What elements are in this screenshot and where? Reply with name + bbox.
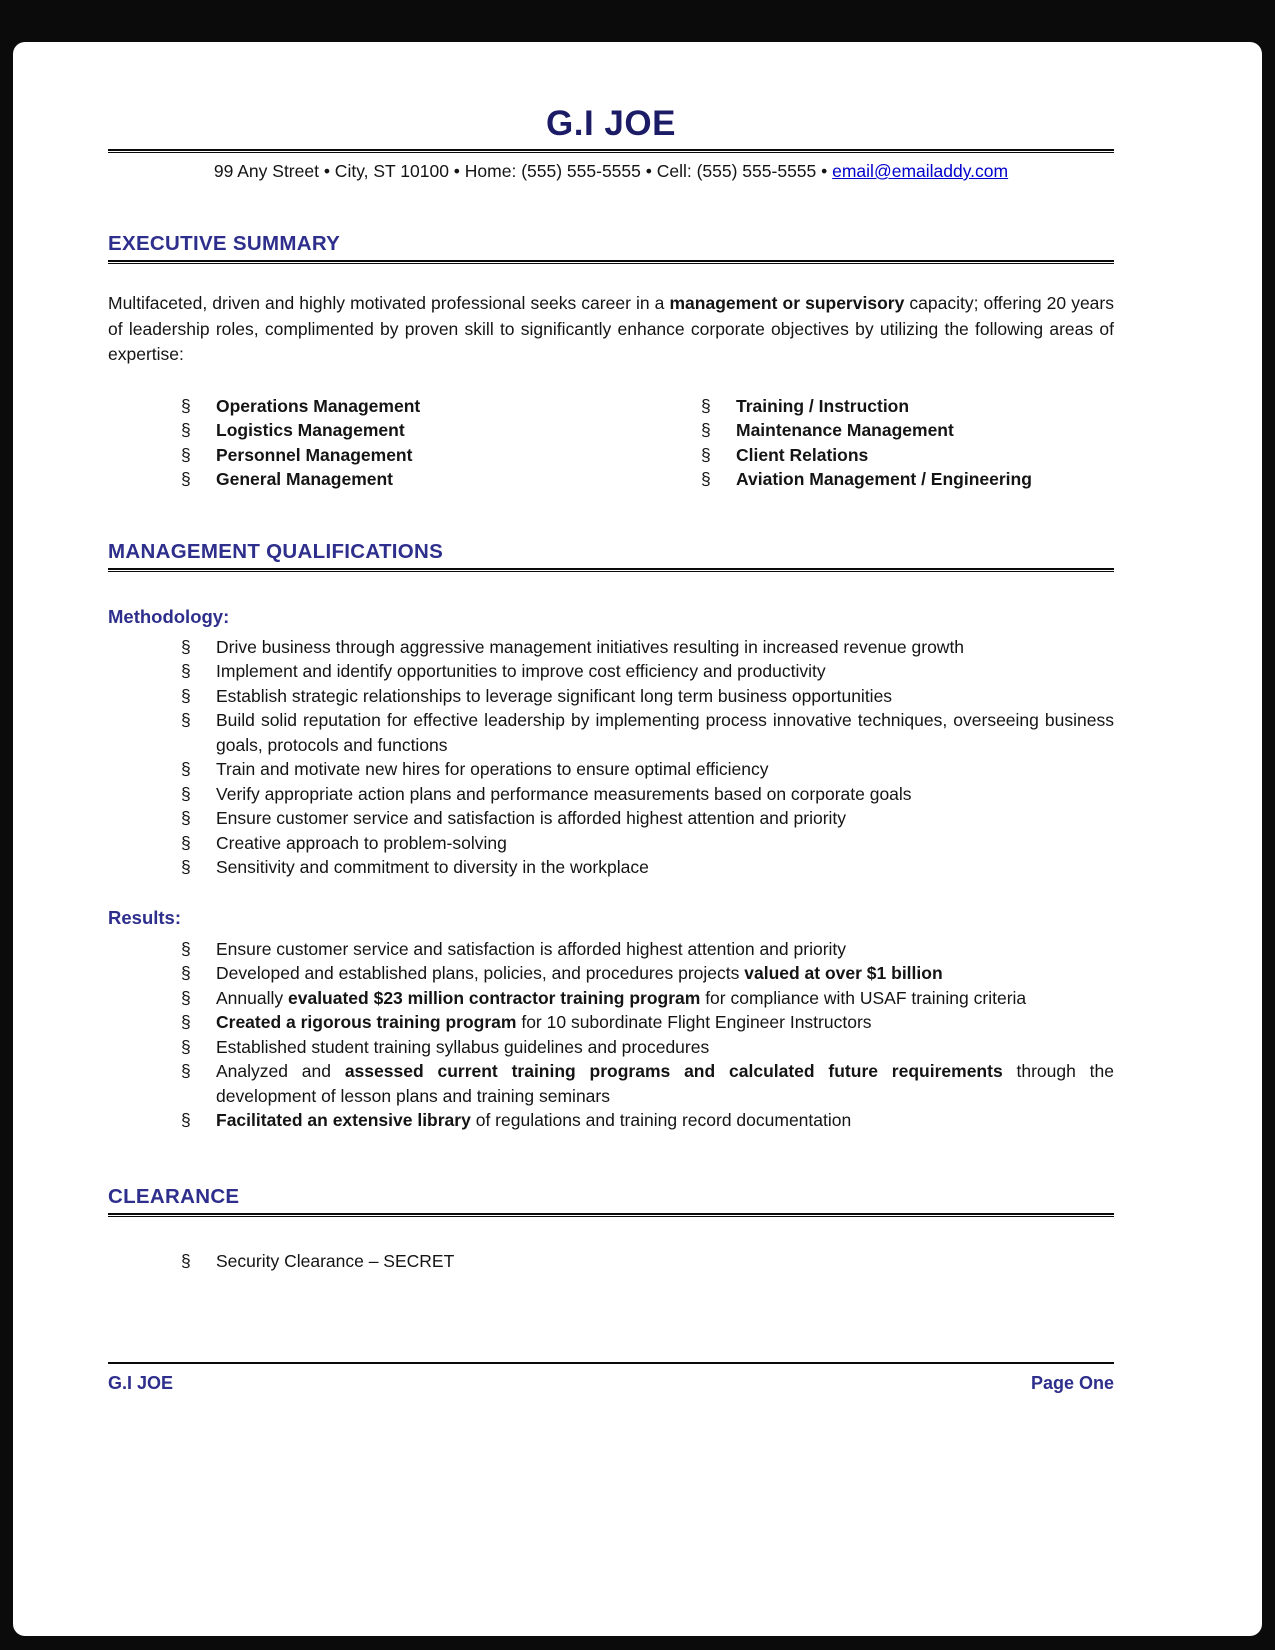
result-text-pre: Annually [216, 987, 288, 1008]
section-sign-bullet: § [181, 636, 191, 657]
item-text [216, 1035, 1114, 1060]
page-title: G.I JOE [546, 104, 676, 143]
section-rule-management-qualifications [108, 568, 1114, 572]
expertise-item-label: Client Relations [736, 444, 869, 465]
list-item [181, 782, 1114, 807]
resume-page [13, 42, 1262, 1636]
section-sign-bullet: § [181, 832, 191, 853]
section-sign-bullet: § [181, 395, 191, 416]
item-text [216, 1108, 1114, 1133]
list-item [181, 418, 701, 443]
section-sign-bullet: § [701, 444, 711, 465]
section-sign-bullet: § [181, 1250, 191, 1271]
clearance-item-text: Security Clearance – SECRET [216, 1250, 455, 1271]
result-text-pre: Developed and established plans, policies, and procedures projects [216, 963, 745, 983]
section-sign-bullet: § [181, 1061, 191, 1081]
list-item [181, 1010, 1114, 1035]
expertise-item-label: General Management [216, 469, 393, 489]
result-text-pre: Ensure customer service and satisfaction is afforded highest attention and priority [216, 938, 847, 959]
footer-rule [108, 1362, 1114, 1364]
item-text: Build solid reputation for effective leadership by implementing process innovative techniques, overseeing business goals, protocols and functions [216, 710, 1114, 755]
section-sign-bullet: § [181, 987, 191, 1008]
title-rule [108, 149, 1114, 153]
result-text-pre: Analyzed and [216, 1061, 345, 1081]
section-rule-executive-summary [108, 260, 1114, 264]
contact-line [108, 160, 1114, 182]
result-text-bold: valued at over $1 billion [744, 963, 943, 983]
expertise-item-label: Maintenance Management [736, 420, 954, 440]
section-heading-executive-summary: EXECUTIVE SUMMARY [108, 232, 341, 255]
section-sign-bullet: § [181, 661, 191, 681]
clearance-list [181, 1249, 1114, 1274]
section-heading-management-qualifications: MANAGEMENT QUALIFICATIONS [108, 539, 444, 563]
item-text [216, 937, 1114, 962]
list-item [181, 1059, 1114, 1108]
list-item [181, 986, 1114, 1011]
summary-text-bold: management or supervisory [669, 293, 905, 313]
contact-text: 99 Any Street • City, ST 10100 • Home: (555) 555-5555 • Cell: (555) 555-5555 • [213, 161, 833, 181]
item-text: Drive business through aggressive management initiatives resulting in increased revenue growth [216, 636, 965, 657]
footer-name: G.I JOE [108, 1373, 174, 1393]
item-text: Establish strategic relationships to leverage significant long term business opportunities [216, 685, 893, 706]
list-item [181, 961, 1114, 986]
expertise-item-label: Logistics Management [216, 420, 405, 440]
summary-paragraph [108, 291, 1114, 368]
section-sign-bullet: § [181, 1036, 191, 1057]
section-heading-clearance: CLEARANCE [108, 1184, 240, 1208]
list-item [701, 418, 1114, 443]
results-list [181, 937, 1114, 1133]
expertise-item-label: Training / Instruction [736, 395, 910, 416]
footer-row [108, 1373, 1114, 1394]
list-item [181, 806, 1114, 831]
section-sign-bullet: § [701, 395, 711, 416]
section-sign-bullet: § [181, 963, 191, 983]
section-sign-bullet: § [181, 1110, 191, 1130]
result-text-post: of regulations and training record documentation [470, 1110, 852, 1130]
result-text-pre: Established student training syllabus guidelines and procedures [216, 1036, 710, 1057]
list-item [181, 1035, 1114, 1060]
result-text-bold: Created a rigorous training program [216, 1012, 517, 1032]
list-item [181, 467, 701, 492]
methodology-label: Methodology: [108, 605, 230, 627]
list-item [181, 757, 1114, 782]
result-text-bold: assessed current training programs and calculated future requirements [344, 1061, 1003, 1081]
list-item [701, 443, 1114, 468]
list-item [181, 684, 1114, 709]
list-item [181, 659, 1114, 684]
item-text: Sensitivity and commitment to diversity in the workplace [216, 857, 649, 877]
section-sign-bullet: § [181, 857, 191, 877]
section-sign-bullet: § [181, 808, 191, 828]
expertise-list [181, 394, 1114, 492]
item-text: Implement and identify opportunities to improve cost efficiency and productivity [216, 661, 826, 681]
expertise-item-label: Personnel Management [216, 444, 413, 465]
section-sign-bullet: § [181, 783, 191, 804]
section-sign-bullet: § [701, 420, 711, 440]
list-item [181, 708, 1114, 757]
section-sign-bullet: § [181, 469, 191, 489]
list-item [701, 467, 1114, 492]
list-item [181, 1108, 1114, 1133]
methodology-list [181, 635, 1114, 880]
list-item [181, 394, 701, 419]
result-text-post: for 10 subordinate Flight Engineer Instructors [516, 1012, 872, 1032]
section-sign-bullet: § [181, 420, 191, 440]
section-sign-bullet: § [181, 685, 191, 706]
result-text-post: for compliance with USAF training criteria [700, 987, 1027, 1008]
item-text [216, 1059, 1114, 1108]
list-item [181, 831, 1114, 856]
item-text: Verify appropriate action plans and performance measurements based on corporate goals [216, 783, 912, 804]
summary-text-post: capacity; offering 20 years of leadership roles, complimented by proven skill to significantly enhance corporate objectives by utilizing the following areas of expertise: [108, 293, 1114, 364]
section-sign-bullet: § [181, 444, 191, 465]
result-text-post: through the development of lesson plans and training seminars [216, 1061, 1114, 1106]
section-sign-bullet: § [181, 938, 191, 959]
section-sign-bullet: § [181, 1012, 191, 1032]
results-label: Results: [108, 906, 181, 928]
item-text [216, 961, 1114, 986]
list-item [181, 443, 701, 468]
summary-text-pre: Multifaceted, driven and highly motivated professional seeks career in a [108, 293, 670, 313]
section-sign-bullet: § [701, 469, 711, 489]
expertise-item-label: Operations Management [216, 395, 421, 416]
page-footer [108, 1362, 1114, 1394]
item-text: Ensure customer service and satisfaction is afforded highest attention and priority [216, 808, 847, 828]
list-item [181, 937, 1114, 962]
section-sign-bullet: § [181, 759, 191, 779]
expertise-item-label: Aviation Management / Engineering [736, 469, 1032, 489]
item-text: Creative approach to problem-solving [216, 832, 507, 853]
item-text [216, 986, 1114, 1011]
list-item [181, 855, 1114, 880]
section-rule-clearance [108, 1213, 1114, 1217]
result-text-bold: evaluated $23 million contractor training program [288, 987, 701, 1008]
list-item [181, 1249, 1114, 1274]
item-text: Train and motivate new hires for operations to ensure optimal efficiency [216, 759, 769, 779]
email-link[interactable]: email@emailaddy.com [832, 161, 1009, 181]
result-text-bold: Facilitated an extensive library [216, 1110, 471, 1130]
list-item [181, 635, 1114, 660]
footer-page-number: Page One [1030, 1373, 1114, 1393]
item-text [216, 1010, 1114, 1035]
section-sign-bullet: § [181, 710, 191, 730]
list-item [701, 394, 1114, 419]
